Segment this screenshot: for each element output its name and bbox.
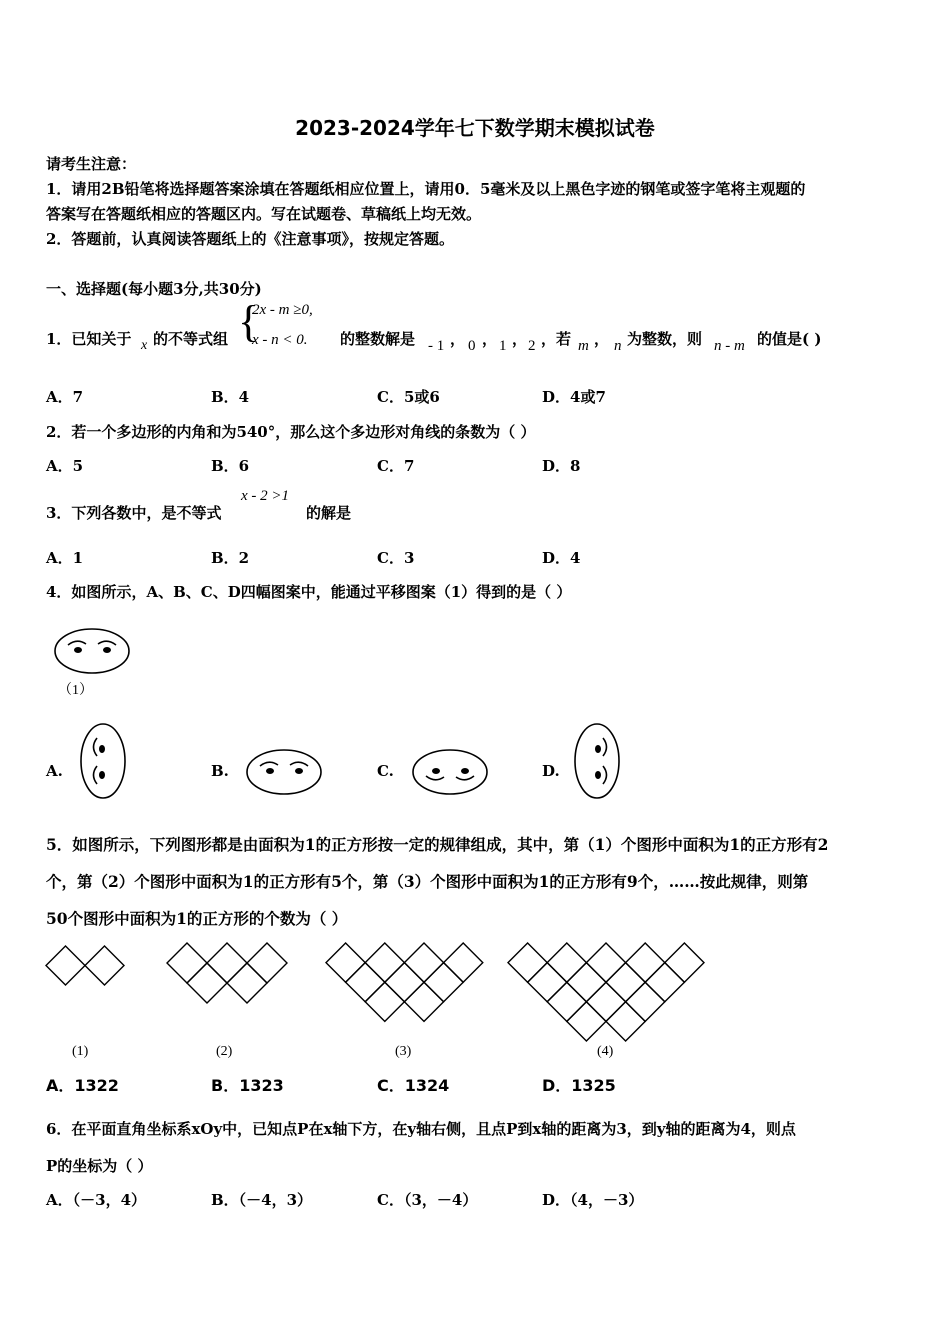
q1-text-4: ，若 bbox=[541, 330, 572, 348]
q1-option-b[interactable]: B．4 bbox=[211, 388, 250, 406]
q5-fig2-square-r1-c0 bbox=[187, 963, 227, 1003]
q5-fig4-square-r0-c3 bbox=[626, 943, 665, 982]
q5-option-d[interactable]: D．1325 bbox=[542, 1076, 616, 1095]
q5-fig3-square-r1-c1 bbox=[385, 963, 424, 1002]
q1-solution-2: 0 bbox=[468, 338, 476, 354]
q1-comma-4: ， bbox=[594, 330, 610, 348]
q5-fig1-square-r0-c1 bbox=[85, 946, 124, 985]
q5-figure-label-4: (4) bbox=[597, 1044, 614, 1059]
q3-expression: x - 2 >1 bbox=[241, 488, 290, 504]
q1-comma-3: ， bbox=[512, 330, 528, 348]
q1-solution-3: 1 bbox=[499, 338, 507, 354]
q5-figure-label-2: (2) bbox=[216, 1044, 233, 1059]
q3-option-b[interactable]: B．2 bbox=[211, 549, 250, 567]
q3-option-a[interactable]: A．1 bbox=[46, 549, 84, 567]
q5-text-line-1: 5．如图所示，下列图形都是由面积为1的正方形按一定的规律组成，其中，第（1）个图形中面积为1的正方形有2 bbox=[46, 835, 829, 854]
q5-option-b[interactable]: B．1323 bbox=[211, 1076, 284, 1095]
q1-var-n: n bbox=[614, 338, 622, 354]
q1-option-a[interactable]: A．7 bbox=[46, 388, 84, 406]
q4-option-d[interactable]: D. bbox=[542, 762, 560, 780]
q5-fig4-square-r0-c2 bbox=[586, 943, 625, 982]
q2-option-a[interactable]: A．5 bbox=[46, 457, 84, 475]
notice-line-1b: 答案写在答题纸相应的答题区内。写在试题卷、草稿纸上均无效。 bbox=[46, 205, 482, 223]
q6-option-d[interactable]: D．（4，－3） bbox=[542, 1191, 644, 1209]
q5-fig3-square-r1-c2 bbox=[424, 963, 463, 1002]
q5-fig2-square-r1-c1 bbox=[227, 963, 267, 1003]
q1-expression: n - m bbox=[714, 338, 745, 354]
q1-text-6: 的值是( ) bbox=[757, 330, 822, 348]
q1-solution-1: - 1 bbox=[428, 338, 445, 354]
q5-fig4-square-r3-c1 bbox=[606, 1002, 645, 1041]
q5-fig3-square-r0-c2 bbox=[404, 943, 443, 982]
q1-text-5: 为整数，则 bbox=[627, 330, 703, 348]
q3-option-c[interactable]: C．3 bbox=[377, 549, 415, 567]
q6-option-c[interactable]: C．（3，－4） bbox=[377, 1191, 478, 1209]
q4-option-c[interactable]: C. bbox=[377, 762, 394, 780]
page-title: 2023-2024学年七下数学期末模拟试卷 bbox=[295, 116, 655, 140]
q5-fig4-square-r0-c4 bbox=[665, 943, 704, 982]
q6-text-line-1: 6．在平面直角坐标系xOy中，已知点P在x轴下方，在y轴右侧，且点P到x轴的距离为3，到y轴的距离为4，则点 bbox=[46, 1120, 796, 1138]
q2-option-d[interactable]: D．8 bbox=[542, 457, 581, 475]
q5-fig4-square-r2-c1 bbox=[586, 982, 625, 1021]
q5-option-a[interactable]: A．1322 bbox=[46, 1076, 119, 1095]
notice-header: 请考生注意： bbox=[46, 155, 137, 173]
q5-fig3-square-r0-c0 bbox=[326, 943, 365, 982]
q5-fig4-square-r1-c3 bbox=[645, 963, 684, 1002]
section-heading: 一、选择题(每小题3分,共30分) bbox=[46, 280, 262, 298]
q5-fig3-square-r0-c3 bbox=[444, 943, 483, 982]
q5-fig4-square-r2-c2 bbox=[626, 982, 665, 1021]
q1-inequality-1: 2x - m ≥0, bbox=[252, 302, 313, 318]
q3-text-1: 3．下列各数中，是不等式 bbox=[46, 504, 222, 522]
q1-option-d[interactable]: D．4或7 bbox=[542, 388, 606, 406]
q4-option-a[interactable]: A. bbox=[46, 762, 63, 780]
q5-fig3-square-r2-c1 bbox=[404, 982, 443, 1021]
q5-fig2-square-r0-c0 bbox=[167, 943, 207, 983]
q5-fig1-square-r0-c0 bbox=[46, 946, 85, 985]
q5-text-line-3: 50个图形中面积为1的正方形的个数为（ ） bbox=[46, 909, 348, 928]
q3-option-d[interactable]: D．4 bbox=[542, 549, 581, 567]
q1-text-2: 的不等式组 bbox=[153, 330, 229, 348]
q6-option-b[interactable]: B．（－4，3） bbox=[211, 1191, 313, 1209]
q5-fig3-square-r0-c1 bbox=[365, 943, 404, 982]
q5-option-c[interactable]: C．1324 bbox=[377, 1076, 450, 1095]
q5-fig4-square-r1-c0 bbox=[528, 963, 567, 1002]
q5-fig3-square-r2-c0 bbox=[365, 982, 404, 1021]
q1-solution-4: 2 bbox=[528, 338, 536, 354]
q5-text-line-2: 个，第（2）个图形中面积为1的正方形有5个，第（3）个图形中面积为1的正方形有9个，……按此规律，则第 bbox=[46, 872, 809, 891]
q5-figure-label-1: (1) bbox=[72, 1044, 89, 1059]
q1-option-c[interactable]: C．5或6 bbox=[377, 388, 440, 406]
q6-text-line-2: P的坐标为（ ） bbox=[46, 1157, 153, 1175]
q6-option-a[interactable]: A．（－3，4） bbox=[46, 1191, 147, 1209]
q5-fig3-square-r1-c0 bbox=[346, 963, 385, 1002]
q1-comma-1: ， bbox=[450, 330, 466, 348]
q5-fig2-square-r0-c1 bbox=[207, 943, 247, 983]
q5-fig4-square-r0-c1 bbox=[547, 943, 586, 982]
notice-line-1a: 1．请用2B铅笔将选择题答案涂填在答题纸相应位置上，请用0．5毫米及以上黑色字迹的钢笔或签字笔将主观题的 bbox=[46, 180, 806, 198]
q1-text-3: 的整数解是 bbox=[340, 330, 416, 348]
q5-fig4-square-r3-c0 bbox=[567, 1002, 606, 1041]
q1-comma-2: ， bbox=[482, 330, 498, 348]
q4-text: 4．如图所示，A、B、C、D四幅图案中，能通过平移图案（1）得到的是（ ） bbox=[46, 583, 572, 601]
q2-text: 2．若一个多边形的内角和为540°，那么这个多边形对角线的条数为（ ） bbox=[46, 423, 536, 441]
q5-fig4-square-r1-c2 bbox=[606, 963, 645, 1002]
q4-figure-1-label: （1） bbox=[58, 683, 93, 698]
q1-inequality-2: x - n < 0. bbox=[252, 332, 308, 348]
q2-option-b[interactable]: B．6 bbox=[211, 457, 250, 475]
q1-var-m: m bbox=[578, 338, 589, 354]
q4-option-b[interactable]: B. bbox=[211, 762, 229, 780]
q1-text-1: 1．已知关于 bbox=[46, 330, 132, 348]
q5-fig4-square-r0-c0 bbox=[508, 943, 547, 982]
notice-line-2: 2．答题前，认真阅读答题纸上的《注意事项》，按规定答题。 bbox=[46, 230, 454, 248]
q3-text-2: 的解是 bbox=[306, 504, 352, 522]
q2-option-c[interactable]: C．7 bbox=[377, 457, 415, 475]
q5-fig4-square-r1-c1 bbox=[567, 963, 606, 1002]
q1-var-x: x bbox=[141, 338, 148, 353]
q5-figure-label-3: (3) bbox=[395, 1044, 412, 1059]
q5-fig4-square-r2-c0 bbox=[547, 982, 586, 1021]
q1-brace: { bbox=[238, 297, 260, 346]
q5-fig2-square-r0-c2 bbox=[247, 943, 287, 983]
